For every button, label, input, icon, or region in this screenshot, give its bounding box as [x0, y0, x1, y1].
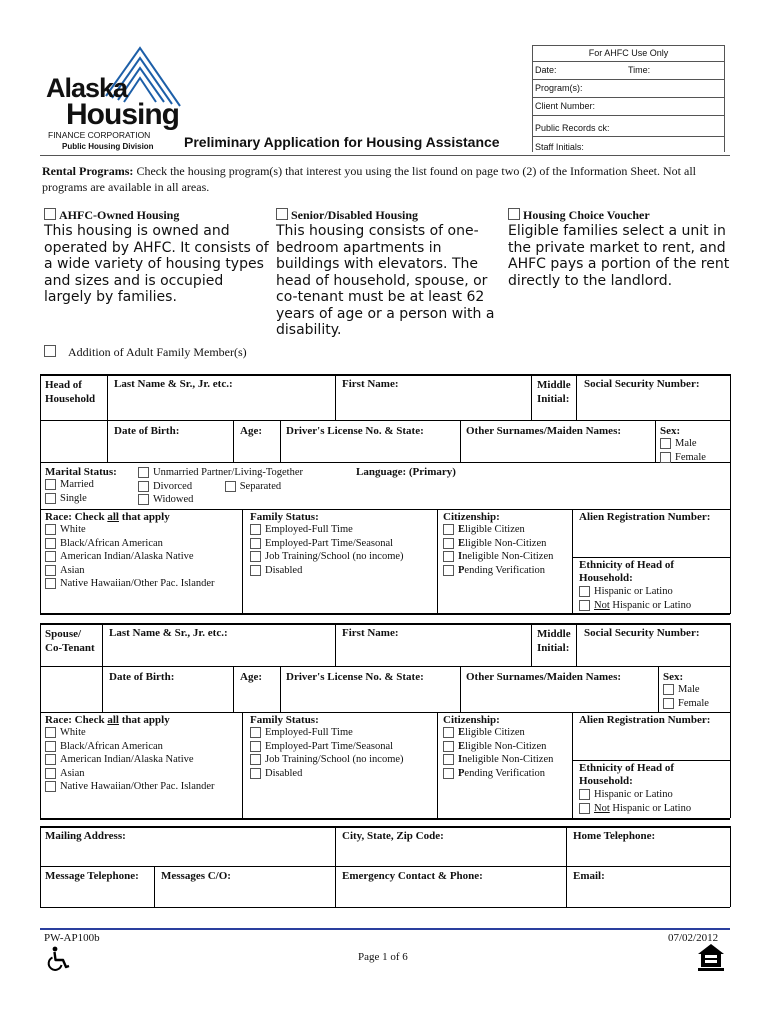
cit-pending-checkbox[interactable] [443, 565, 454, 576]
spouse-drivers-license[interactable]: Driver's License No. & State: [286, 671, 424, 683]
head-not-hispanic-checkbox[interactable] [579, 600, 590, 611]
form-date: 07/02/2012 [668, 932, 719, 944]
spouse-ssn[interactable]: Social Security Number: [584, 627, 700, 639]
spouse-female-checkbox[interactable] [663, 698, 674, 709]
program-senior-disabled [276, 207, 498, 339]
head-hispanic-checkbox[interactable] [579, 586, 590, 597]
head-drivers-license[interactable]: Driver's License No. & State: [286, 425, 424, 437]
spouse-race-asian-checkbox[interactable] [45, 768, 56, 779]
spouse-age[interactable]: Age: [240, 671, 262, 683]
spouse-alien-number[interactable]: Alien Registration Number: [579, 714, 711, 726]
senior-disabled-name: Senior/Disabled Housing [291, 208, 419, 222]
married-checkbox[interactable] [45, 479, 56, 490]
spouse-citizenship: Citizenship: Eligible Citizen Eligible Non-Citizen Ineligible Non-Citizen Pending Verification [443, 714, 554, 779]
family-parttime-checkbox[interactable] [250, 538, 261, 549]
spouse-last-name[interactable]: Last Name & Sr., Jr. etc.: [109, 627, 228, 639]
spouse-first-name[interactable]: First Name: [342, 627, 399, 639]
message-telephone[interactable]: Message Telephone: [45, 870, 139, 882]
housing-choice-checkbox[interactable] [508, 208, 520, 220]
spouse-cit-pending-checkbox[interactable] [443, 768, 454, 779]
family-disabled-checkbox[interactable] [250, 565, 261, 576]
race-native-checkbox[interactable] [45, 551, 56, 562]
head-ethnicity: Ethnicity of Head of Household: Hispanic or Latino Not Hispanic or Latino [579, 559, 692, 611]
home-telephone[interactable]: Home Telephone: [573, 830, 656, 842]
wheelchair-icon [46, 946, 72, 972]
unmarried-checkbox[interactable] [138, 467, 149, 478]
messages-co[interactable]: Messages C/O: [161, 870, 231, 882]
head-male-checkbox[interactable] [660, 438, 671, 449]
spouse-family-training-checkbox[interactable] [250, 754, 261, 765]
ahfc-owned-desc: This housing is owned and operated by AHFC. It consists of a wide variety of housing types and sizes and is occupied largely by families. [44, 223, 269, 305]
addition-adult-member [44, 345, 247, 360]
head-family-status: Family Status: Employed-Full Time Employed-Part Time/Seasonal Job Training/School (no income) Disabled [250, 511, 404, 576]
head-first-name[interactable]: First Name: [342, 378, 399, 390]
head-race: Race: Check all that apply White Black/African American American Indian/Alaska Native Asian Native Hawaiian/Other Pac. Islander [45, 511, 215, 589]
logo-word-alaska: Alaska [46, 73, 128, 103]
spouse-race-pacific-checkbox[interactable] [45, 781, 56, 792]
spouse-race-white-checkbox[interactable] [45, 727, 56, 738]
head-alien-number[interactable]: Alien Registration Number: [579, 511, 711, 523]
office-date-row [533, 62, 724, 80]
cit-eligible-checkbox[interactable] [443, 524, 454, 535]
spouse-family-disabled-checkbox[interactable] [250, 768, 261, 779]
family-fulltime-checkbox[interactable] [250, 524, 261, 535]
head-sex: Sex: Male Female [660, 425, 706, 463]
head-last-name[interactable]: Last Name & Sr., Jr. etc.: [114, 378, 233, 390]
spouse-label: Spouse/ Co-Tenant [45, 628, 95, 654]
addition-checkbox[interactable] [44, 345, 56, 357]
head-ssn[interactable]: Social Security Number: [584, 378, 700, 390]
office-programs: Program(s): [533, 80, 724, 98]
race-asian-checkbox[interactable] [45, 565, 56, 576]
spouse-male-checkbox[interactable] [663, 684, 674, 695]
separated-checkbox[interactable] [225, 481, 236, 492]
logo-word-housing: Housing [66, 98, 179, 131]
widowed-checkbox[interactable] [138, 494, 149, 505]
office-use-box [532, 45, 725, 152]
program-housing-choice [508, 207, 730, 289]
spouse-cit-ineligible-checkbox[interactable] [443, 754, 454, 765]
rental-programs-label: Rental Programs: [42, 164, 134, 178]
spouse-race-black-checkbox[interactable] [45, 741, 56, 752]
spouse-not-hispanic-checkbox[interactable] [579, 803, 590, 814]
senior-disabled-desc: This housing consists of one-bedroom apartments in buildings with elevators. The head of household, spouse, or co-tenant must be at least 62 years of age or a person with a disability. [276, 223, 495, 338]
spouse-hispanic-checkbox[interactable] [579, 789, 590, 800]
office-public-records: Public Records ck: [533, 116, 724, 137]
head-middle-initial[interactable]: Middle Initial: [537, 379, 571, 405]
head-dob[interactable]: Date of Birth: [114, 425, 180, 437]
head-language[interactable]: Language: (Primary) [356, 466, 456, 478]
ahfc-owned-name: AHFC-Owned Housing [59, 208, 180, 222]
office-time-label: Time: [628, 65, 651, 75]
housing-choice-desc: Eligible families select a unit in the private market to rent, and AHFC pays a portion of the rent directly to the landlord. [508, 223, 730, 289]
spouse-dob[interactable]: Date of Birth: [109, 671, 175, 683]
program-ahfc-owned [44, 207, 274, 306]
race-pacific-checkbox[interactable] [45, 578, 56, 589]
head-marital-options: Unmarried Partner/Living-Together Divorced Separated Widowed [138, 466, 303, 507]
divorced-checkbox[interactable] [138, 481, 149, 492]
logo [44, 46, 184, 156]
logo-corp: FINANCE CORPORATION [48, 130, 151, 140]
logo-division: Public Housing Division [62, 142, 154, 151]
mailing-address[interactable]: Mailing Address: [45, 830, 126, 842]
spouse-family-fulltime-checkbox[interactable] [250, 727, 261, 738]
form-id: PW-AP100b [44, 932, 100, 944]
office-date-label: Date: [535, 65, 557, 75]
page-title: Preliminary Application for Housing Assistance [184, 134, 500, 150]
office-staff-initials: Staff Initials: [535, 142, 584, 152]
single-checkbox[interactable] [45, 493, 56, 504]
city-state-zip[interactable]: City, State, Zip Code: [342, 830, 444, 842]
emergency-contact[interactable]: Emergency Contact & Phone: [342, 870, 483, 882]
housing-choice-name: Housing Choice Voucher [523, 208, 650, 222]
spouse-other-surnames[interactable]: Other Surnames/Maiden Names: [466, 671, 622, 683]
rental-programs-intro [42, 163, 732, 195]
head-label: Head of Household [45, 379, 96, 405]
head-age[interactable]: Age: [240, 425, 262, 437]
spouse-ethnicity: Ethnicity of Head of Household: Hispanic or Latino Not Hispanic or Latino [579, 762, 692, 814]
family-training-checkbox[interactable] [250, 551, 261, 562]
head-citizenship: Citizenship: Eligible Citizen Eligible Non-Citizen Ineligible Non-Citizen Pending Verification [443, 511, 554, 576]
office-client-number: Client Number: [533, 98, 724, 116]
cit-ineligible-checkbox[interactable] [443, 551, 454, 562]
office-use-header: For AHFC Use Only [533, 46, 724, 62]
spouse-middle-initial[interactable]: Middle Initial: [537, 628, 571, 654]
spouse-sex: Sex: Male Female [663, 671, 709, 709]
header-divider [40, 155, 730, 156]
ahfc-owned-checkbox[interactable] [44, 208, 56, 220]
addition-label: Addition of Adult Family Member(s) [68, 345, 247, 359]
spouse-cit-eligible-non-checkbox[interactable] [443, 741, 454, 752]
spouse-cit-eligible-checkbox[interactable] [443, 727, 454, 738]
spouse-race-native-checkbox[interactable] [45, 754, 56, 765]
cit-eligible-non-checkbox[interactable] [443, 538, 454, 549]
head-other-surnames[interactable]: Other Surnames/Maiden Names: [466, 425, 622, 437]
email[interactable]: Email: [573, 870, 605, 882]
footer-rule [40, 928, 730, 930]
spouse-family-status: Family Status: Employed-Full Time Employed-Part Time/Seasonal Job Training/School (no income) Disabled [250, 714, 404, 779]
head-female-checkbox[interactable] [660, 452, 671, 463]
spouse-family-parttime-checkbox[interactable] [250, 741, 261, 752]
equal-housing-icon [696, 942, 726, 972]
race-white-checkbox[interactable] [45, 524, 56, 535]
race-black-checkbox[interactable] [45, 538, 56, 549]
page-number: Page 1 of 6 [358, 951, 408, 963]
senior-disabled-checkbox[interactable] [276, 208, 288, 220]
rental-programs-text: Check the housing program(s) that interest you using the list found on page two (2) of the Information Sheet. Not all programs are available in all areas. [42, 164, 696, 194]
head-marital-status: Marital Status: Married Single [45, 466, 117, 504]
spouse-race: Race: Check all that apply White Black/African American American Indian/Alaska Native Asian Native Hawaiian/Other Pac. Islander [45, 714, 215, 792]
